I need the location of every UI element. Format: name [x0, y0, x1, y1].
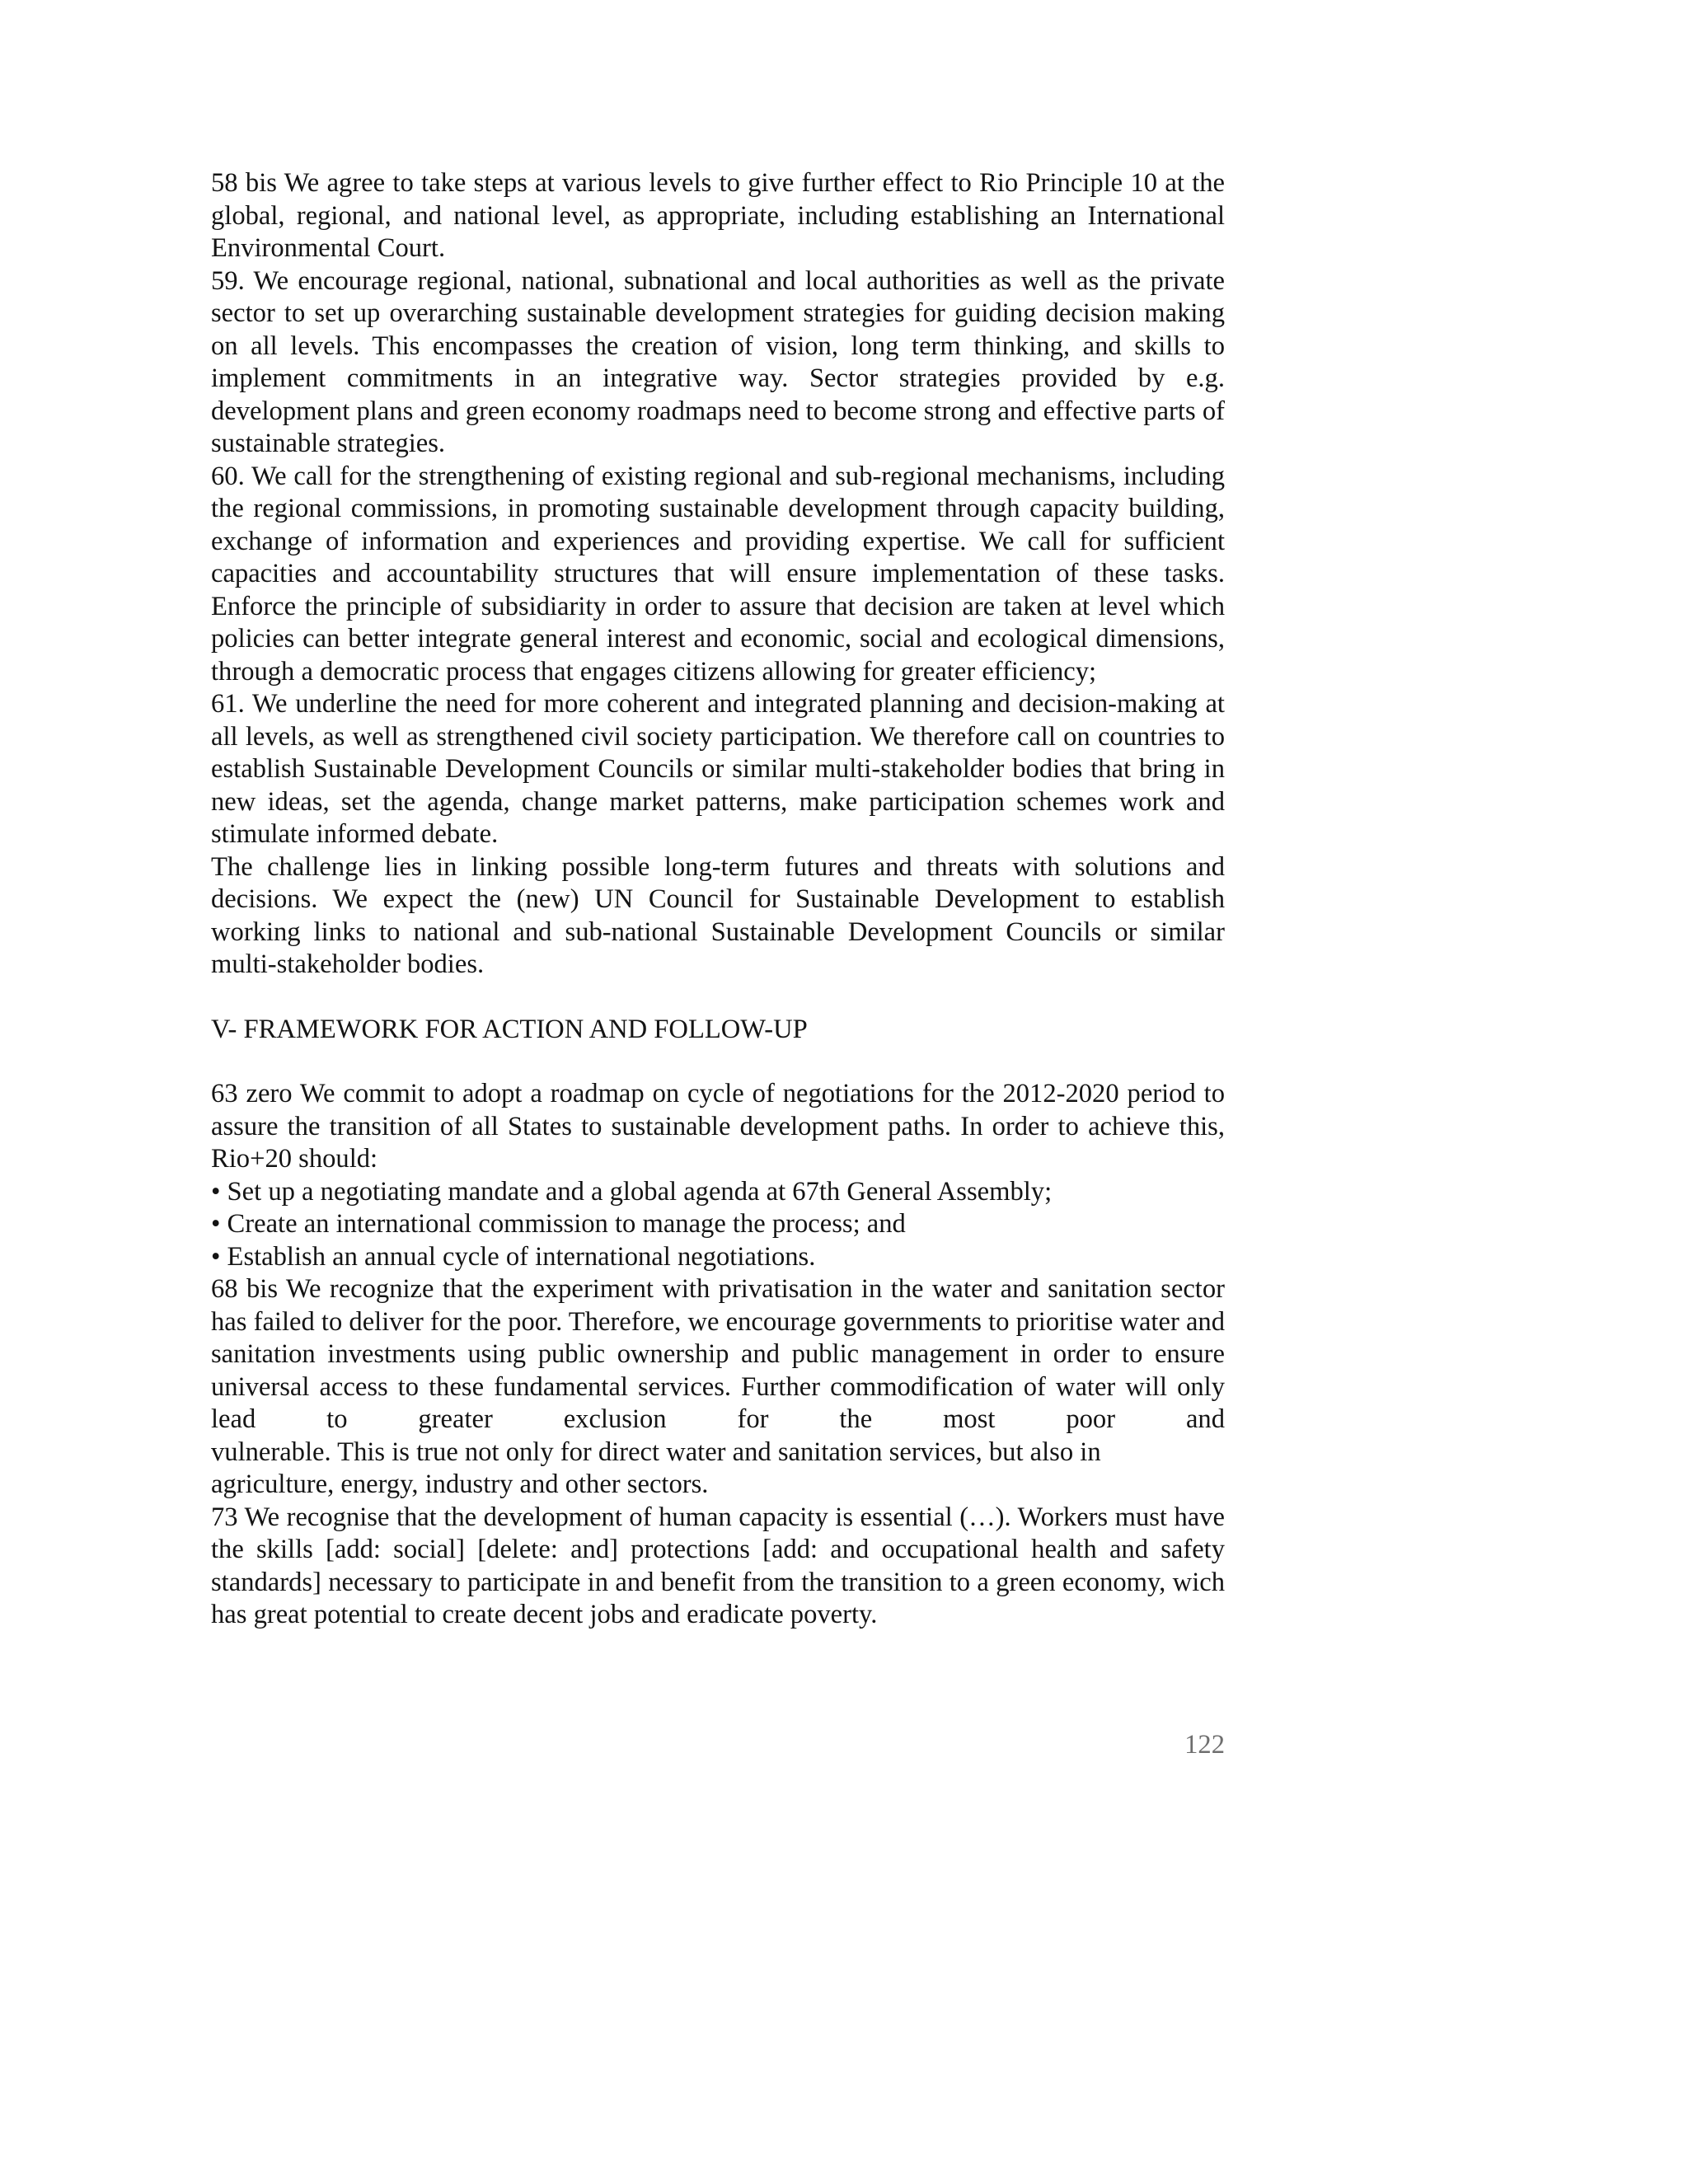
paragraph-59: 59. We encourage regional, national, subnational and local authorities as well as the private sector to set up overarching sustainable development strategies for guiding decision making on all levels. This encompasses the creation of vision, long term thinking, and skills to implement commitments in an integrative way. Sector strategies provided by e.g. development plans and green economy roadmaps need to become strong and effective parts of sustainable strategies. — [211, 265, 1225, 458]
paragraph-73: 73 We recognise that the development of human capacity is essential (…). Workers must have the skills [add: social] [delete: and] protections [add: and occupational health and safety standards] necessary to participate in and benefit from the transition to a green economy, wich has great potential to create decent jobs and eradicate poverty. — [211, 1502, 1225, 1629]
paragraph-68-bis-line: vulnerable. This is true not only for direct water and sanitation services, but also in — [211, 1436, 1101, 1467]
section-heading: V- FRAMEWORK FOR ACTION AND FOLLOW-UP — [211, 1014, 808, 1044]
bullet-item: • Create an international commission to manage the process; and — [211, 1209, 906, 1239]
page-number: 122 — [1184, 1730, 1225, 1760]
paragraph-61: 61. We underline the need for more coherent and integrated planning and decision-making at all levels, as well as strengthened civil society participation. We therefore call on countries to establish Sustainable Development Councils or similar multi-stakeholder bodies that bring in new ideas, set the agenda, change market patterns, make participation schemes work and stimulate informed debate. — [211, 689, 1225, 849]
paragraph-60: 60. We call for the strengthening of existing regional and sub-regional mechanisms, including the regional commissions, in promoting sustainable development through capacity building, exchange of information and experiences and providing expertise. We call for sufficient capacities and accountability structures that will ensure implementation of these tasks. Enforce the principle of subsidiarity in order to assure that decision are taken at level which policies can better integrate general interest and economic, social and ecological dimensions, through a democratic process that engages citizens allowing for greater efficiency; — [211, 461, 1225, 687]
paragraph-63-zero: 63 zero We commit to adopt a roadmap on cycle of negotiations for the 2012-2020 period to assure the transition of all States to sustainable development paths. In order to achieve this, Rio+20 should: — [211, 1079, 1225, 1174]
paragraph-challenge: The challenge lies in linking possible long-term futures and threats with solutions and decisions. We expect the (new) UN Council for Sustainable Development to establish working links to national and sub-national Sustainable Development Councils or similar multi-stakeholder bodies. — [211, 851, 1225, 979]
paragraph-68-bis: 68 bis We recognize that the experiment with privatisation in the water and sanitation sector has failed to deliver for the poor. Therefore, we encourage governments to prioritise water and sanitation investments using public ownership and public management in order to ensure universal access to these fundamental services. Further commodification of water will only lead to greater exclusion for the most poor and — [211, 1274, 1225, 1434]
bullet-item: • Set up a negotiating mandate and a global agenda at 67th General Assembly; — [211, 1176, 1053, 1207]
paragraph-68-bis-line: agriculture, energy, industry and other sectors. — [211, 1469, 709, 1499]
document-body — [211, 167, 1225, 1632]
paragraph-58-bis: 58 bis We agree to take steps at various levels to give further effect to Rio Principle 10 at the global, regional, and national level, as appropriate, including establishing an International Environmental Court. — [211, 168, 1225, 263]
bullet-item: • Establish an annual cycle of international negotiations. — [211, 1241, 816, 1272]
